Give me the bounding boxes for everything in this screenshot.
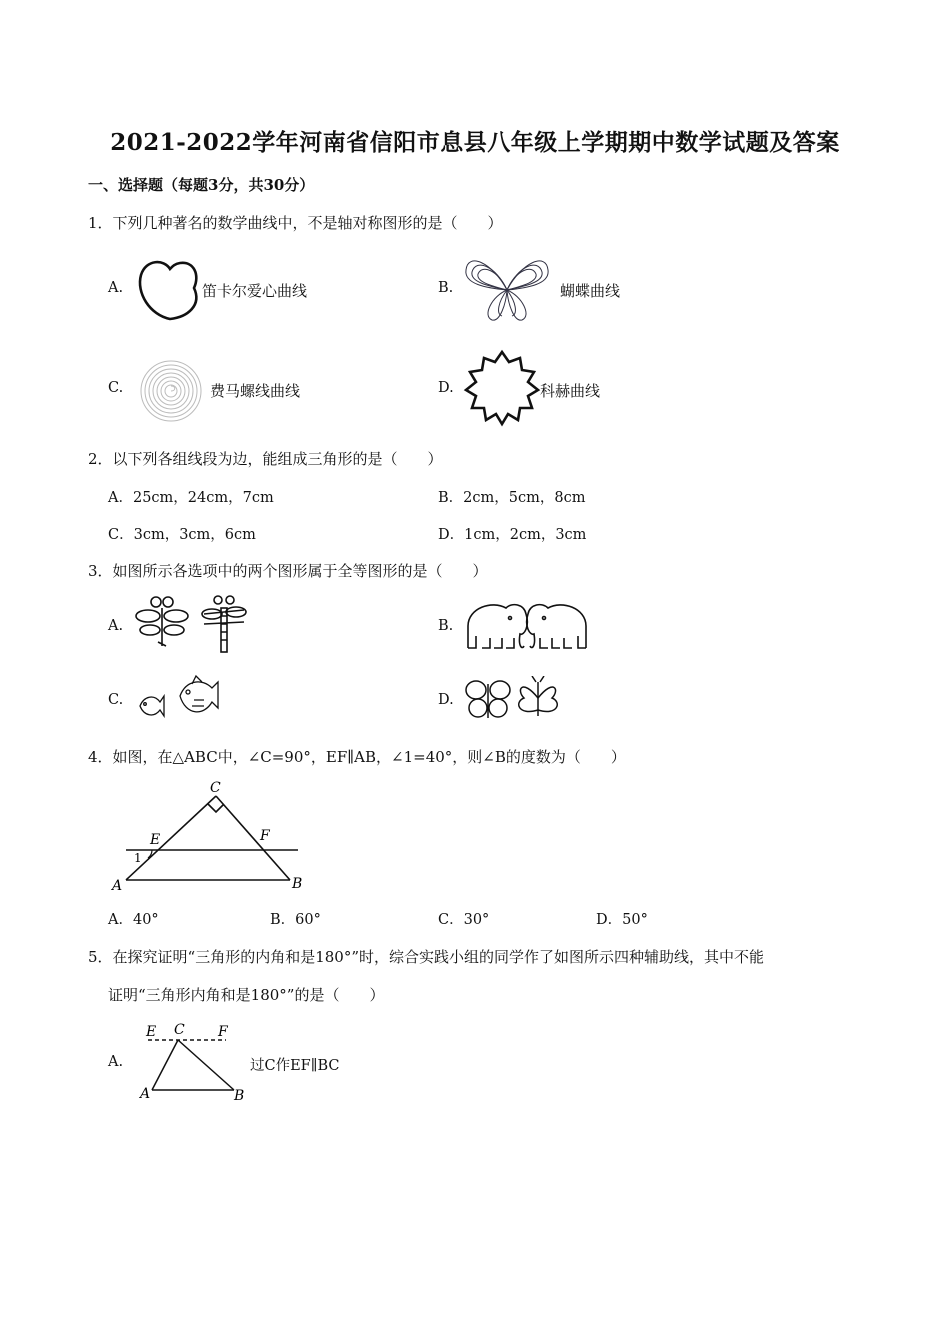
q3-option-d-key: D. — [438, 692, 454, 708]
section-heading: 一、选择题（每题3分，共30分） — [88, 176, 315, 194]
q2-option-b: B．2cm，5cm，8cm — [438, 490, 586, 506]
q2-option-a: A．25cm，24cm，7cm — [108, 490, 274, 506]
question-4-stem: 4．如图，在△ABC中，∠C=90°，EF∥AB，∠1=40°，则∠B的度数为（ ） — [88, 748, 626, 766]
label-a: A — [112, 878, 123, 894]
q1-option-b-text: 蝴蝶曲线 — [560, 282, 621, 300]
label-b: B — [234, 1088, 245, 1102]
page-title: 2021-2022学年河南省信阳市息县八年级上学期期中数学试题及答案 — [110, 129, 840, 156]
label-angle-1: 1 — [134, 851, 142, 865]
label-f: F — [260, 828, 270, 844]
label-c: C — [210, 780, 221, 796]
fish-pair-figure — [134, 672, 220, 724]
koch-curve-figure — [462, 348, 542, 428]
butterfly-curve-figure — [462, 252, 552, 324]
q4-option-c: C．30° — [438, 912, 490, 928]
q5-option-a-text: 过C作EF∥BC — [250, 1058, 340, 1074]
label-c: C — [174, 1022, 185, 1038]
question-5-stem-line-1: 5．在探究证明“三角形的内角和是180°”时，综合实践小组的同学作了如图所示四种辅助线，其中不能 — [88, 948, 765, 966]
q3-option-b-key: B. — [438, 618, 454, 634]
q2-option-c: C．3cm，3cm，6cm — [108, 527, 256, 543]
q1-option-b-key: B. — [438, 280, 454, 296]
question-5-stem-line-2: 证明“三角形内角和是180°”的是（ ） — [108, 986, 385, 1004]
elephant-pair-figure — [462, 598, 592, 656]
fermat-spiral-figure — [136, 358, 206, 424]
q3-option-a-key: A. — [108, 618, 124, 634]
label-f: F — [218, 1024, 228, 1040]
label-b: B — [292, 876, 303, 892]
label-e: E — [150, 832, 161, 848]
question-3-stem: 3．如图所示各选项中的两个图形属于全等图形的是（ ） — [88, 562, 488, 580]
q1-option-c-key: C. — [108, 380, 124, 396]
label-e: E — [146, 1024, 157, 1040]
q1-option-d-text: 科赫曲线 — [540, 382, 601, 400]
q1-option-a-text: 笛卡尔爱心曲线 — [202, 282, 308, 300]
triangle-auxiliary-line-figure — [138, 1018, 254, 1102]
q4-option-b: B．60° — [270, 912, 321, 928]
dragonfly-pair-figure — [134, 592, 254, 658]
q1-option-c-text: 费马螺线曲线 — [210, 382, 301, 400]
triangle-abc-figure — [108, 778, 308, 894]
label-a: A — [140, 1086, 151, 1102]
q1-option-d-key: D. — [438, 380, 454, 396]
question-1-stem: 1．下列几种著名的数学曲线中，不是轴对称图形的是（ ） — [88, 214, 503, 232]
q5-option-a-key: A. — [108, 1054, 124, 1070]
q3-option-c-key: C. — [108, 692, 124, 708]
question-2-stem: 2．以下列各组线段为边，能组成三角形的是（ ） — [88, 450, 443, 468]
q4-option-a: A．40° — [108, 912, 159, 928]
q2-option-d: D．1cm，2cm，3cm — [438, 527, 587, 543]
q4-option-d: D．50° — [596, 912, 648, 928]
q1-option-a-key: A. — [108, 280, 124, 296]
cardioid-curve-figure — [136, 255, 206, 325]
butterfly-pair-figure — [462, 676, 566, 724]
